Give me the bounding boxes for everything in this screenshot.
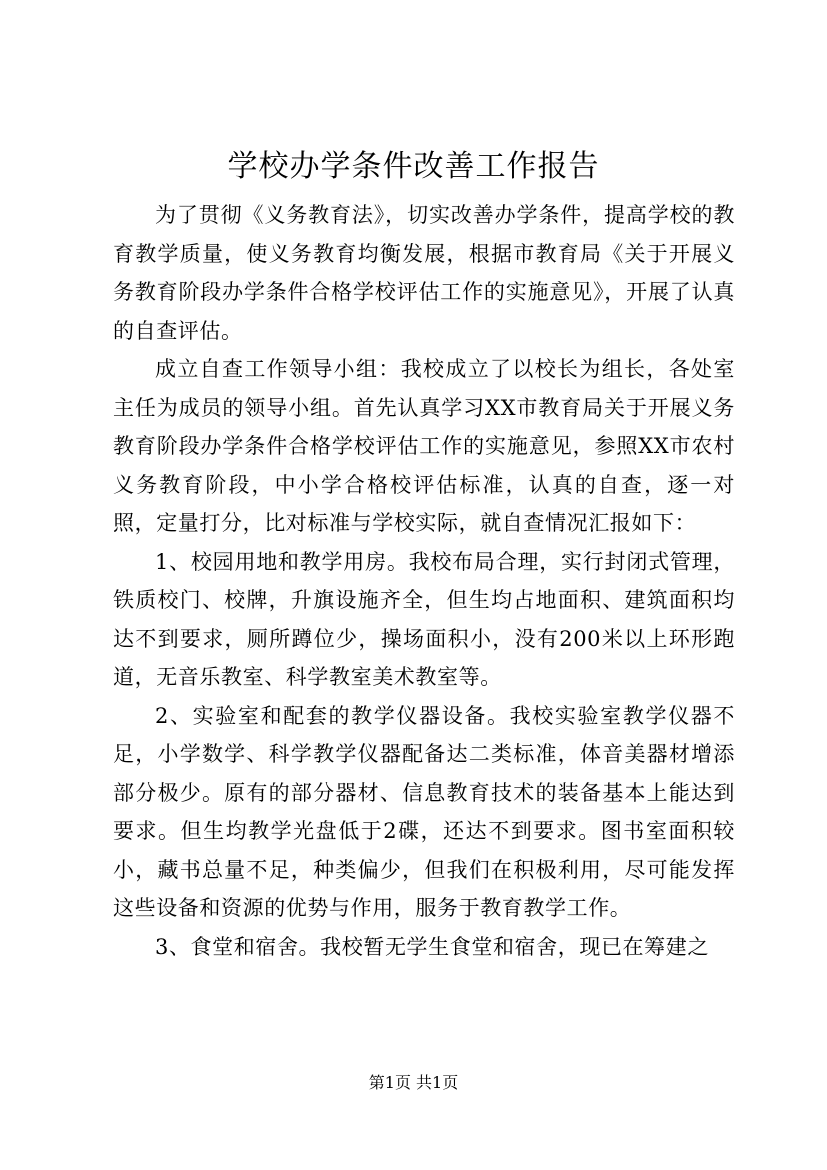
paragraph-self-check-group: 成立自查工作领导小组：我校成立了以校长为组长，各处室主任为成员的领导小组。首先认真学习XX市教育局关于开展义务教育阶段办学条件合格学校评估工作的实施意见，参照XX市农村义务教育阶段，中小学合格校评估标准，认真的自查，逐一对照，定量打分，比对标准与学校实际，就自查情况汇报如下： <box>113 357 735 535</box>
document-title: 学校办学条件改善工作报告 <box>227 149 600 184</box>
page-footer: 第1页 共1页 <box>368 1073 459 1092</box>
paragraph-intro: 为了贯彻《义务教育法》，切实改善办学条件，提高学校的教育教学质量，使义务教育均衡发展，根据市教育局《关于开展义务教育阶段办学条件合格学校评估工作的实施意见》，开展了认真的自查评估。 <box>113 203 735 343</box>
paragraph-campus-land: 1、校园用地和教学用房。我校布局合理，实行封闭式管理，铁质校门、校牌，升旗设施齐全，但生均占地面积、建筑面积均达不到要求，厕所蹲位少，操场面积小，没有200米以上环形跑道，无音乐教室、科学教室美术教室等。 <box>113 549 735 689</box>
paragraph-lab-equipment: 2、实验室和配套的教学仪器设备。我校实验室教学仪器不足，小学数学、科学教学仪器配备达二类标准，体音美器材增添部分极少。原有的部分器材、信息教育技术的装备基本上能达到要求。但生均教学光盘低于2碟，还达不到要求。图书室面积较小，藏书总量不足，种类偏少，但我们在积极利用，尽可能发挥这些设备和资源的优势与作用，服务于教育教学工作。 <box>113 703 735 920</box>
paragraph-canteen-dorm: 3、食堂和宿舍。我校暂无学生食堂和宿舍，现已在筹建之 <box>155 934 709 959</box>
document-body <box>113 196 735 966</box>
